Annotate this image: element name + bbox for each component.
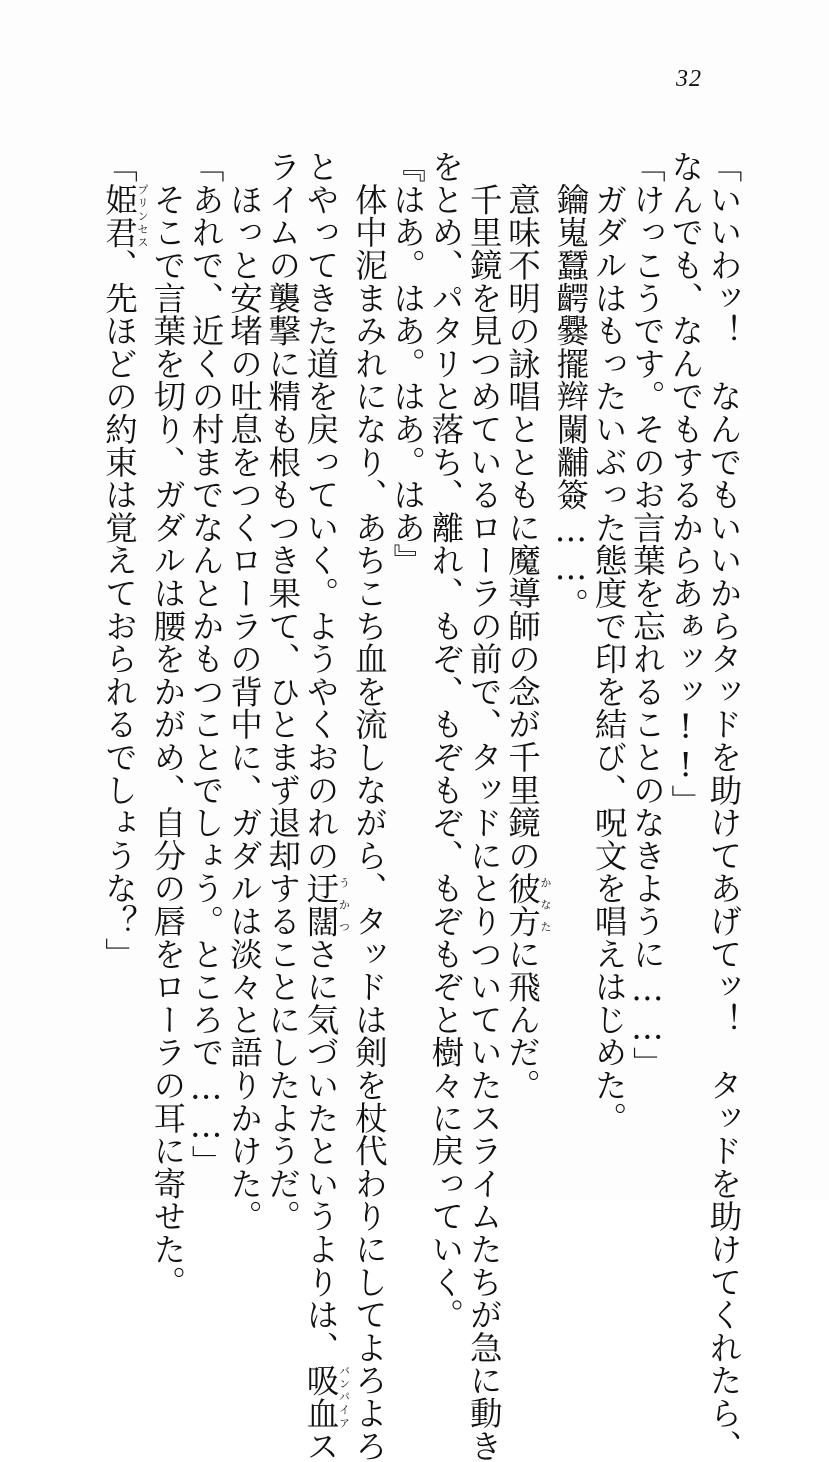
- text-line: そこで言葉を切り、ガダルは腰をかがめ、自分の唇をローラの耳に寄せた。: [148, 150, 187, 1298]
- text-line: 「けっこうです。そのお言葉を忘れることのなきように……」: [628, 150, 667, 1080]
- text-line: ほっと安堵の吐息をつくローラの背中に、ガダルは淡々と語りかけた。: [225, 150, 264, 1233]
- furigana: 吸血バンパイア: [302, 1363, 351, 1430]
- text-line: 「いいわッ！ なんでもいいからタッドを助けてあげてッ！ タッドを助けてくれたら、: [705, 150, 743, 1462]
- page-number: 32: [676, 66, 702, 92]
- text-line: とやってきた道を戻っていく。ようやくおのれの迂闊うかつさに気づいたというよりは、吸血バンパイアス: [302, 150, 351, 1462]
- text-line: 「姫君プリンセス、先ほどの約束は覚えておられるでしょうな？」: [100, 150, 150, 971]
- text-line: ガダルはもったいぶった態度で印を結び、呪文を唱えはじめた。: [590, 150, 629, 1134]
- text-line: 千里鏡を見つめているローラの前で、タッドにとりついていたスライムたちが急に動き: [465, 150, 504, 1462]
- text-line: 『はあ。はあ。はあ。はあ』: [388, 150, 427, 577]
- text-line: 体中泥まみれになり、あちこち血を流しながら、タッドは剣を杖代わりにしてよろよろ: [350, 150, 389, 1462]
- text-line: 「あれで、近くの村までなんとかもつことでしょう。ところで……」: [187, 150, 226, 1178]
- text-line: 鑰嵬蠶齶爨擺辫闌黼簽……。: [551, 150, 590, 621]
- text-line: をとめ、パタリと落ち、離れ、もぞ、もぞもぞ、もぞもぞと樹々に戻っていく。: [426, 150, 465, 1331]
- text-line: ライムの襲撃に精も根もつき果て、ひとまず退却することにしたようだ。: [263, 150, 302, 1233]
- furigana: 彼方かなた: [503, 871, 553, 938]
- furigana: 迂闊うかつ: [302, 871, 351, 938]
- furigana: 姫君プリンセス: [100, 182, 150, 249]
- body-text: [100, 150, 743, 1462]
- text-line: なんでも、なんでもするからあぁッッ!!」: [666, 150, 705, 817]
- text-line: 意味不明の詠唱とともに魔導師の念が千里鏡の彼方かなたに飛んだ。: [503, 150, 553, 1102]
